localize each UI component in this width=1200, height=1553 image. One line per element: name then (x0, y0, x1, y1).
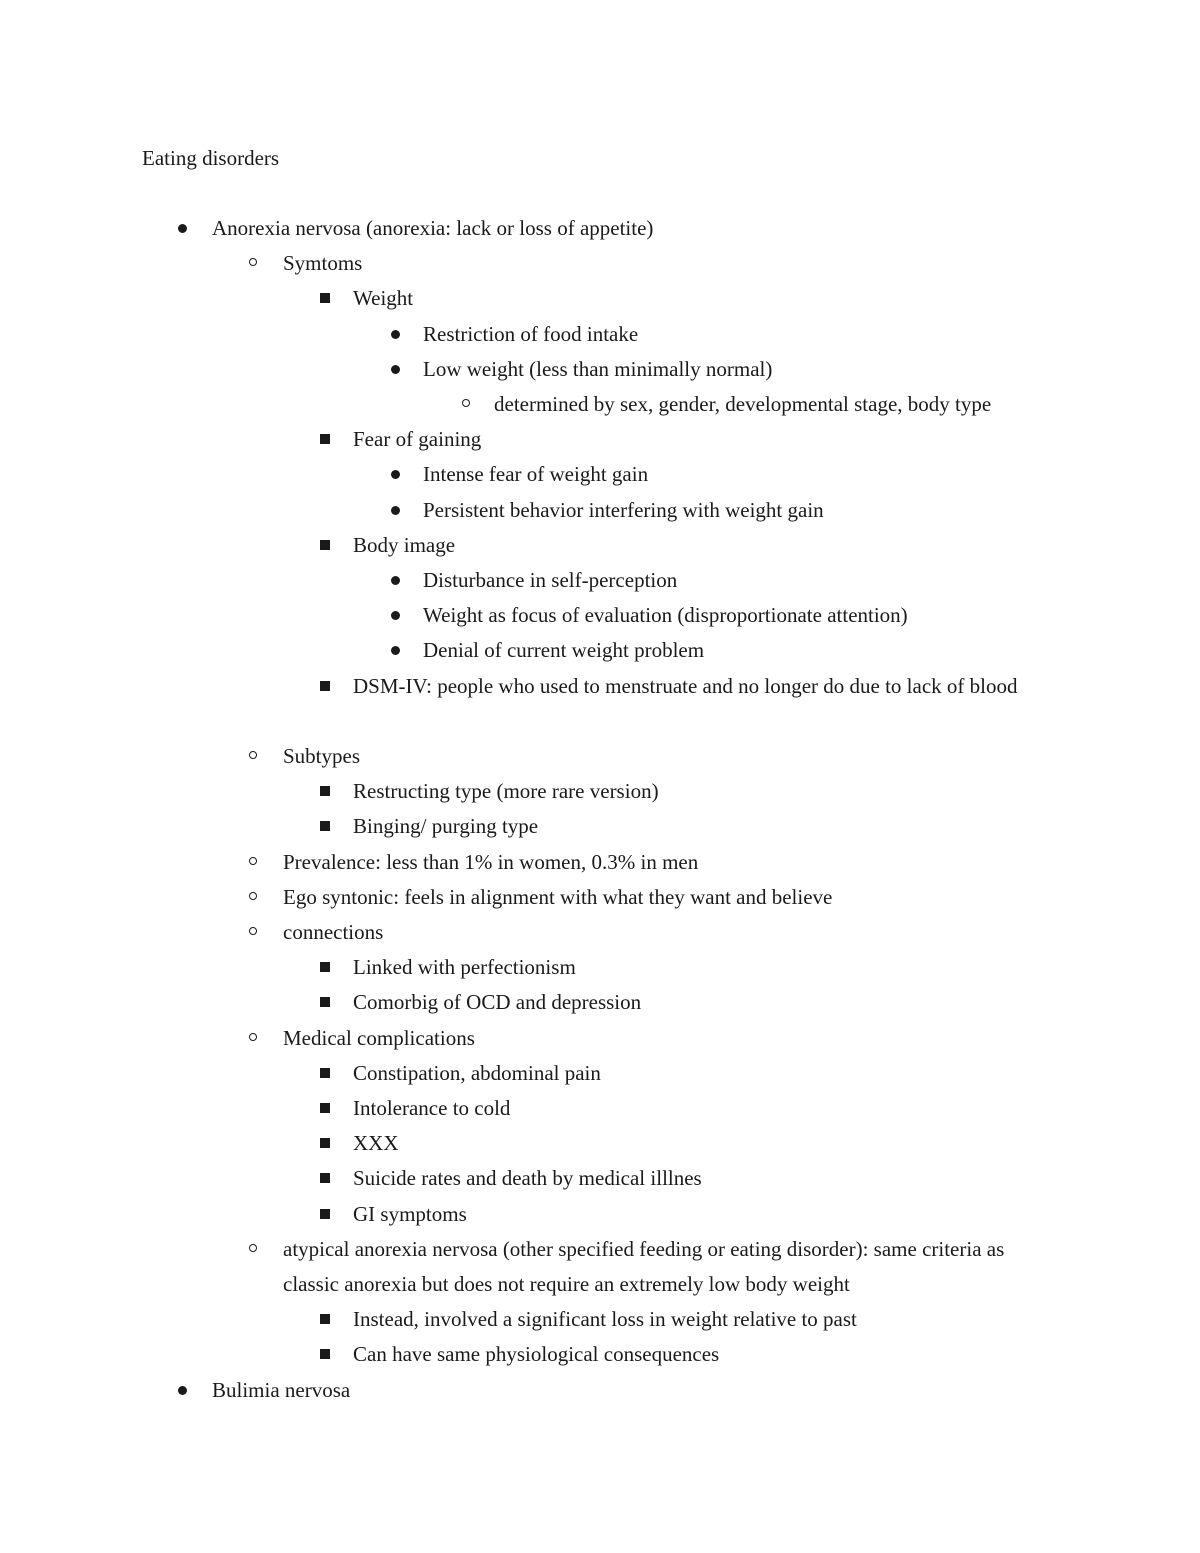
list-item-text: Intense fear of weight gain (423, 462, 649, 487)
list-item (249, 1021, 1042, 1056)
list-item-text: Fear of gaining (353, 427, 482, 452)
list-item-text: Intolerance to cold (353, 1096, 511, 1120)
list-item-text: connections (283, 920, 384, 944)
list-item-text: Persistent behavior interfering with weight gain (423, 497, 824, 522)
disc-bullet-icon (391, 506, 400, 515)
square-bullet-icon (320, 1349, 330, 1359)
list-item (320, 1056, 1042, 1091)
list-item-text: Ego syntonic: feels in alignment with what they want and believe (283, 884, 833, 909)
list-item-text: Bulimia nervosa (212, 1377, 351, 1402)
list-item-text: Anorexia nervosa (anorexia: lack or loss of appetite) (212, 216, 654, 240)
disc-bullet-icon (391, 470, 400, 479)
square-bullet-icon (320, 434, 330, 444)
list-item (320, 528, 1042, 563)
list-item (178, 1373, 1042, 1408)
square-bullet-icon (320, 997, 330, 1007)
list-item (249, 880, 1042, 915)
list-item-text: Symtoms (283, 251, 363, 276)
square-bullet-icon (320, 681, 330, 691)
list-item-text: Weight (353, 286, 414, 311)
page-title: Eating disorders (142, 146, 280, 170)
disc-bullet-icon (178, 224, 187, 233)
list-item (462, 387, 1042, 422)
list-item (320, 1337, 1042, 1372)
list-item-text: XXX (353, 1131, 399, 1156)
list-item (320, 1302, 1042, 1337)
disc-bullet-icon (391, 576, 400, 585)
list-item-text: determined by sex, gender, developmental stage, body type (494, 392, 992, 416)
list-item-text: Suicide rates and death by medical illlnes (353, 1166, 702, 1191)
list-item (320, 1126, 1042, 1161)
circle-bullet-icon (249, 1033, 257, 1041)
list-item (320, 950, 1042, 985)
list-item (178, 211, 1042, 246)
list-item-text: Can have same physiological consequences (353, 1342, 720, 1367)
list-item-text: Restructing type (more rare version) (353, 779, 659, 804)
list-item-text: DSM-IV: people who used to menstruate and no longer do due to lack of blood (353, 673, 1018, 698)
list-item-text: Instead, involved a significant loss in weight relative to past (353, 1307, 857, 1332)
list-item-text: Restriction of food intake (423, 321, 639, 346)
circle-bullet-icon (249, 857, 257, 865)
circle-bullet-icon (249, 1244, 257, 1252)
circle-bullet-icon (249, 258, 257, 266)
disc-bullet-icon (178, 1386, 187, 1395)
circle-bullet-icon (249, 927, 257, 935)
list-item-text: Denial of current weight problem (423, 638, 705, 663)
disc-bullet-icon (391, 646, 400, 655)
square-bullet-icon (320, 962, 330, 972)
list-item (391, 317, 1042, 352)
circle-bullet-icon (249, 892, 257, 900)
list-item (320, 281, 1042, 316)
circle-bullet-icon (462, 399, 470, 407)
list-item (391, 352, 1042, 387)
square-bullet-icon (320, 1314, 330, 1324)
list-item-text: Medical complications (283, 1025, 475, 1050)
list-item-text: Comorbig of OCD and depression (353, 990, 642, 1015)
list-item-text: Weight as focus of evaluation (disproportionate attention) (423, 603, 908, 628)
list-item (320, 1161, 1042, 1196)
list-item-text: Subtypes (283, 744, 361, 768)
list-item (249, 246, 1042, 281)
list-item (249, 845, 1042, 880)
list-item-text: Low weight (less than minimally normal) (423, 356, 773, 381)
disc-bullet-icon (391, 611, 400, 620)
list-item-text: Body image (353, 532, 456, 557)
square-bullet-icon (320, 1068, 330, 1078)
disc-bullet-icon (391, 330, 400, 339)
list-item (320, 669, 1042, 704)
list-item-text: Linked with perfectionism (353, 955, 576, 980)
square-bullet-icon (320, 821, 330, 831)
square-bullet-icon (320, 786, 330, 796)
list-item-text: Disturbance in self-perception (423, 568, 678, 592)
list-item (320, 1091, 1042, 1126)
list-item (391, 633, 1042, 668)
list-item-text: Prevalence: less than 1% in women, 0.3% in men (283, 849, 699, 874)
circle-bullet-icon (249, 751, 257, 759)
square-bullet-icon (320, 1209, 330, 1219)
list-item (249, 1232, 1042, 1302)
list-item (320, 422, 1042, 457)
list-item (249, 915, 1042, 950)
list-item-text: atypical anorexia nervosa (other specified feeding or eating disorder): same criteria as classic anorexia but does not require an extremely low body weight (283, 1236, 1005, 1296)
list-item (391, 493, 1042, 528)
square-bullet-icon (320, 540, 330, 550)
list-item-text: GI symptoms (353, 1201, 467, 1226)
list-item (391, 598, 1042, 633)
list-item-text: Constipation, abdominal pain (353, 1060, 601, 1085)
square-bullet-icon (320, 1103, 330, 1113)
list-item (320, 774, 1042, 809)
list-item (320, 809, 1042, 844)
list-item (249, 739, 1042, 774)
disc-bullet-icon (391, 365, 400, 374)
list-item-text: Binging/ purging type (353, 814, 539, 839)
list-item (320, 985, 1042, 1020)
square-bullet-icon (320, 1138, 330, 1148)
list-item (391, 563, 1042, 598)
square-bullet-icon (320, 293, 330, 303)
list-item (391, 457, 1042, 492)
square-bullet-icon (320, 1173, 330, 1183)
list-item (320, 1197, 1042, 1232)
